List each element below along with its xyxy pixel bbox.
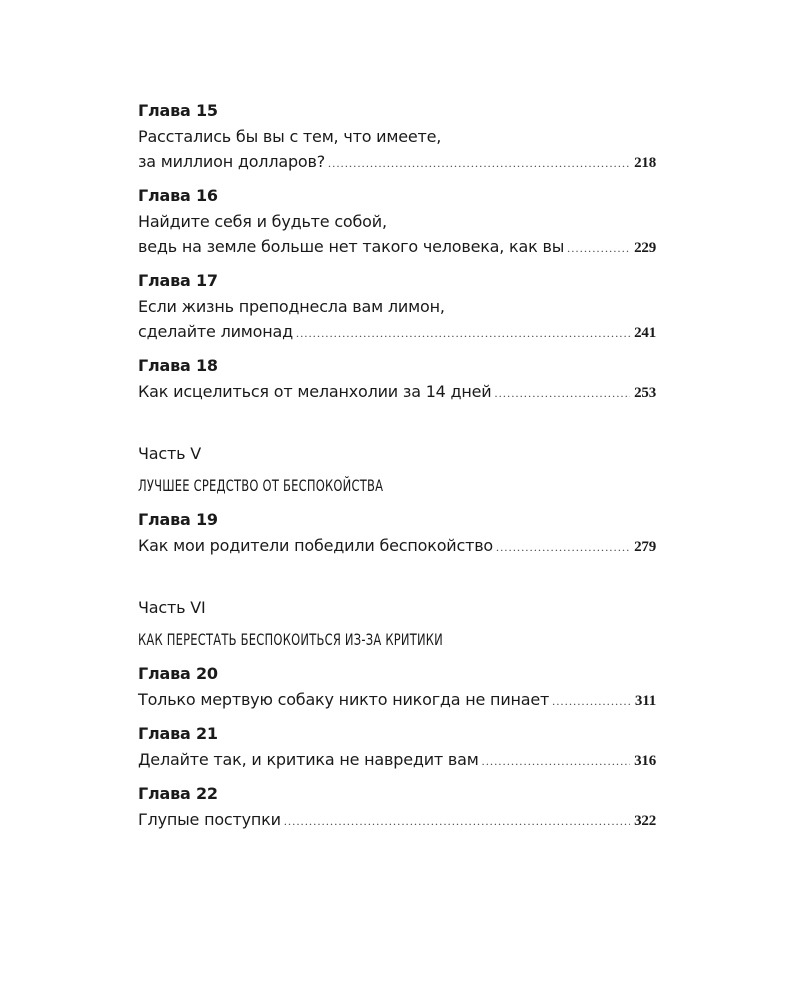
page-number: 253 xyxy=(634,385,656,401)
toc-entry-chapter-15[interactable] xyxy=(138,98,656,174)
chapter-label: Глава 21 xyxy=(138,724,218,743)
part-heading-5 xyxy=(138,441,656,497)
part-title: КАК ПЕРЕСТАТЬ БЕСПОКОИТЬСЯ ИЗ-ЗА КРИТИКИ xyxy=(138,630,444,649)
chapter-title-final-line xyxy=(138,747,656,772)
dot-leader xyxy=(495,381,631,406)
chapter-title-text: за миллион долларов? xyxy=(138,152,326,171)
chapter-title-text: ведь на земле больше нет такого человека, как вы xyxy=(138,237,565,256)
chapter-label: Глава 18 xyxy=(138,356,218,375)
chapter-title-text: Делайте так, и критика не навредит вам xyxy=(138,750,479,769)
chapter-title-final-line xyxy=(138,379,656,404)
chapter-label: Глава 16 xyxy=(138,186,218,205)
part-label: Часть VI xyxy=(138,598,206,617)
chapter-title-line: Если жизнь преподнесла вам лимон, xyxy=(138,297,445,316)
chapter-title-final-line xyxy=(138,807,656,832)
dot-leader xyxy=(296,321,630,346)
toc-entry-chapter-21[interactable] xyxy=(138,721,656,772)
dot-leader xyxy=(328,151,630,176)
chapter-title-final-line xyxy=(138,533,656,558)
chapter-title-line: Найдите себя и будьте собой, xyxy=(138,212,387,231)
page-number: 241 xyxy=(634,325,656,341)
part-label: Часть V xyxy=(138,444,201,463)
chapter-title-text: Только мертвую собаку никто никогда не пинает xyxy=(138,690,550,709)
chapter-label: Глава 17 xyxy=(138,271,218,290)
chapter-title-text: Как исцелиться от меланхолии за 14 дней xyxy=(138,382,492,401)
chapter-label: Глава 19 xyxy=(138,510,218,529)
page-number: 322 xyxy=(634,813,656,829)
page-number: 218 xyxy=(634,155,656,171)
toc-entry-chapter-16[interactable] xyxy=(138,183,656,259)
page-number: 279 xyxy=(634,539,656,555)
dot-leader xyxy=(552,689,631,714)
toc-entry-chapter-18[interactable] xyxy=(138,353,656,404)
chapter-title-text: сделайте лимонад xyxy=(138,322,293,341)
page-number: 311 xyxy=(634,693,656,709)
chapter-label: Глава 15 xyxy=(138,101,218,120)
chapter-title-final-line xyxy=(138,149,656,174)
dot-leader xyxy=(482,749,630,774)
part-title: ЛУЧШЕЕ СРЕДСТВО ОТ БЕСПОКОЙСТВА xyxy=(138,476,384,495)
page-number: 316 xyxy=(634,753,656,769)
toc-entry-chapter-17[interactable] xyxy=(138,268,656,344)
dot-leader xyxy=(567,236,630,261)
dot-leader xyxy=(284,809,630,834)
chapter-title-text: Как мои родители победили беспокойство xyxy=(138,536,494,555)
toc-entry-chapter-20[interactable] xyxy=(138,661,656,712)
part-heading-6 xyxy=(138,595,656,651)
chapter-title-final-line xyxy=(138,319,656,344)
chapter-label: Глава 20 xyxy=(138,664,218,683)
toc-entry-chapter-22[interactable] xyxy=(138,781,656,832)
table-of-contents xyxy=(138,98,656,841)
chapter-title-line: Расстались бы вы с тем, что имеете, xyxy=(138,127,442,146)
chapter-title-final-line xyxy=(138,687,656,712)
toc-entry-chapter-19[interactable] xyxy=(138,507,656,558)
page-number: 229 xyxy=(634,240,656,256)
chapter-title-text: Глупые поступки xyxy=(138,810,281,829)
chapter-title-final-line xyxy=(138,234,656,259)
chapter-label: Глава 22 xyxy=(138,784,218,803)
dot-leader xyxy=(496,535,630,560)
